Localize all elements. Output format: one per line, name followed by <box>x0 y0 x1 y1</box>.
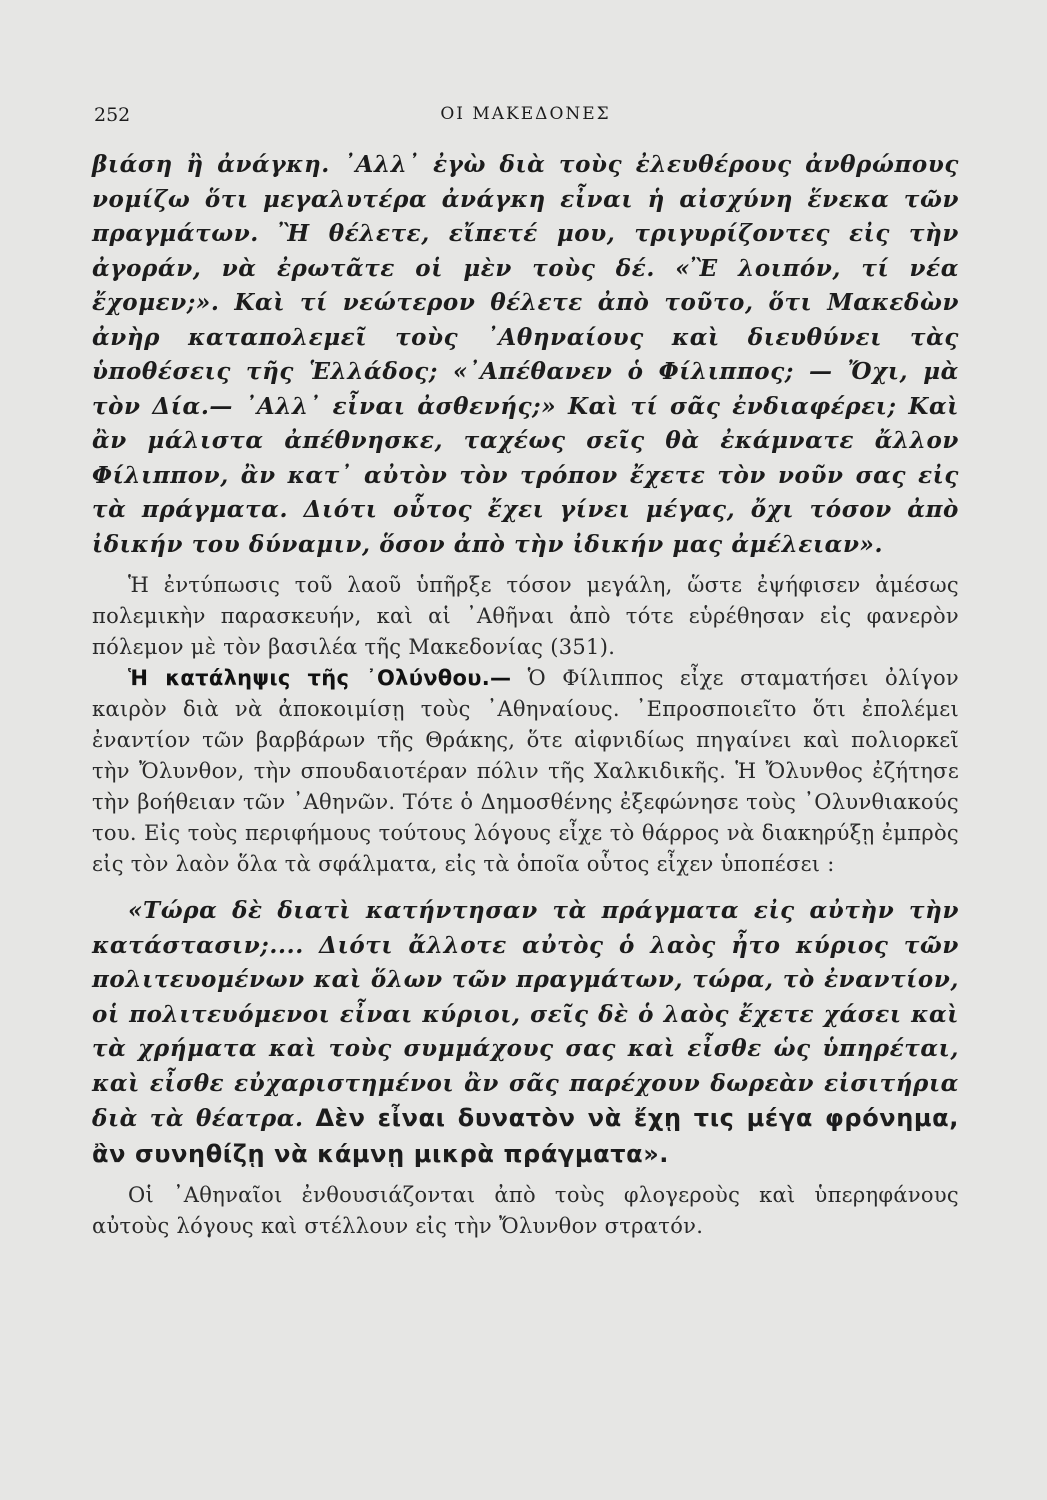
quote-paragraph-2 <box>92 894 959 1172</box>
page-number: 252 <box>94 104 131 126</box>
paragraph-olynthus-text: Ὁ Φίλιππος εἶχε σταματήσει ὀλίγον καιρὸν διὰ νὰ ἀποκοιμίσῃ τοὺς ᾿Αθηναίους. ᾿Επροσποιεῖτο ὅτι ἐπολέμει ἐναντίον τῶν βαρβάρων τῆς Θράκης, ὅτε αἰφνιδίως πηγαίνει καὶ πολιορκεῖ τὴν Ὄλυνθον, τὴν σπουδαιοτέραν πόλιν τῆς Χαλκιδικῆς. Ἡ Ὄλυνθος ἐζήτησε τὴν βοήθειαν τῶν ᾿Αθηνῶν. Τότε ὁ Δημοσθένης ἐξεφώνησε τοὺς ᾿Ολυνθιακούς του. Εἰς τοὺς περιφήμους τούτους λόγους εἶχε τὸ θάρρος νὰ διακηρύξῃ ἐμπρὸς εἰς τὸν λαὸν ὅλα τὰ σφάλματα, εἰς τὰ ὁποῖα οὗτος εἶχεν ὑποπέσει : <box>92 666 959 876</box>
quote-paragraph-2-text: «Τώρα δὲ διατὶ κατήντησαν τὰ πράγματα εἰς αὐτὴν τὴν κατάστασιν;.... Διότι ἄλλοτε αὐτὸς ὁ λαὸς ἦτο κύριος τῶν πολιτευομένων καὶ ὅλων τῶν πραγμάτων, τώρα, τὸ ἐναντίον, οἱ πολιτευόμενοι εἶναι κύριοι, σεῖς δὲ ὁ λαὸς ἔχετε χάσει καὶ τὰ χρήματα καὶ τοὺς συμμάχους σας καὶ εἶσθε ὡς ὑπηρέται, καὶ εἶσθε εὐχαριστημένοι ἂν σᾶς παρέχουν δωρεὰν εἰσιτήρια διὰ τὰ θέατρα. <box>92 897 959 1132</box>
page-header <box>92 100 959 140</box>
quote-paragraph-2-tail: Δὲν εἶναι δυνατὸν νὰ ἔχῃ τις μέγα φρόνημα, ἂν συνηθίζῃ νὰ κάμνῃ μικρὰ πράγματα». <box>92 1104 959 1168</box>
running-title: ΟΙ ΜΑΚΕΔΟΝΕΣ <box>440 104 611 124</box>
paragraph-athenians: Οἱ ᾿Αθηναῖοι ἐνθουσιάζονται ἀπὸ τοὺς φλογεροὺς καὶ ὑπερηφάνους αὐτοὺς λόγους καὶ στέλλουν εἰς τὴν Ὄλυνθον στρατόν. <box>92 1183 959 1238</box>
paragraph-impression: Ἡ ἐντύπωσις τοῦ λαοῦ ὑπῆρξε τόσον μεγάλη, ὥστε ἐψήφισεν ἀμέσως πολεμικὴν παρασκευήν, καὶ αἱ ᾿Αθῆναι ἀπὸ τότε εὑρέθησαν εἰς φανερὸν πόλεμον μὲ τὸν βασιλέα τῆς Μακεδονίας (351). <box>92 573 959 659</box>
paragraph-olynthus <box>92 663 959 880</box>
section-heading: Ἡ κατάληψις τῆς ᾿Ολύνθου.— <box>128 666 512 690</box>
quote-paragraph-1: βιάση ἢ ἀνάγκη. ᾿Αλλ᾿ ἐγὼ διὰ τοὺς ἐλευθέρους ἀνθρώπους νομίζω ὅτι μεγαλυτέρα ἀνάγκη εἶναι ἡ αἰσχύνη ἕνεκα τῶν πραγμάτων. Ἢ θέλετε, εἴπετέ μου, τριγυρίζοντες εἰς τὴν ἀγοράν, νὰ ἐρωτᾶτε οἱ μὲν τοὺς δέ. «Ἒ λοιπόν, τί νέα ἔχομεν;». Καὶ τί νεώτερον θέλετε ἀπὸ τοῦτο, ὅτι Μακεδὼν ἀνὴρ καταπολεμεῖ τοὺς ᾿Αθηναίους καὶ διευθύνει τὰς ὑποθέσεις τῆς Ἑλλάδος; «᾿Απέθανεν ὁ Φίλιππος; — Ὄχι, μὰ τὸν Δία.— ᾿Αλλ᾿ εἶναι ἀσθενής;» Καὶ τί σᾶς ἐνδιαφέρει; Καὶ ἂν μάλιστα ἀπέθνησκε, ταχέως σεῖς θὰ ἐκάμνατε ἄλλον Φίλιππον, ἂν κατ᾿ αὐτὸν τὸν τρόπον ἔχετε τὸν νοῦν σας εἰς τὰ πράγματα. Διότι οὗτος ἔχει γίνει μέγας, ὄχι τόσον ἀπὸ ἰδικήν του δύναμιν, ὅσον ἀπὸ τὴν ἰδικήν μας ἀμέλειαν». <box>92 151 959 558</box>
